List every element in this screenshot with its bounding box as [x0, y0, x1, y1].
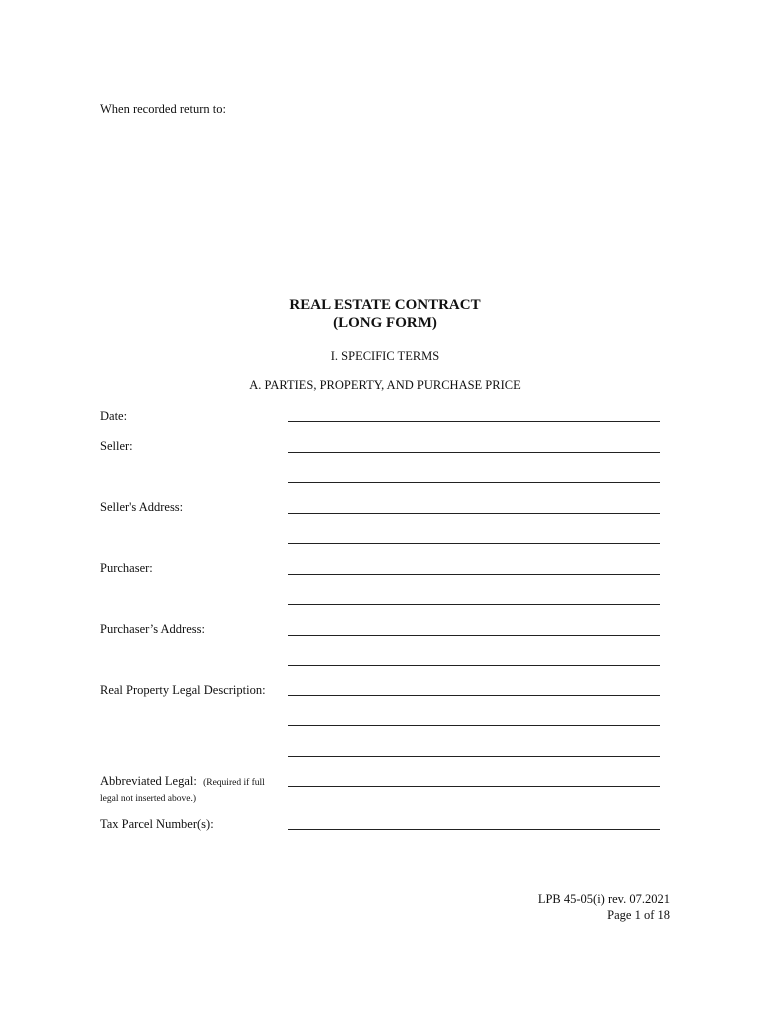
- seller-address-label: Seller's Address:: [100, 500, 184, 514]
- abbreviated-legal-note: (Required if full legal not inserted above.): [100, 778, 265, 804]
- legal-description-field-line-2[interactable]: [288, 725, 660, 726]
- return-to-label: When recorded return to:: [100, 102, 226, 116]
- form-number: LPB 45-05(i) rev. 07.2021: [537, 892, 670, 906]
- title-line-2: (LONG FORM): [333, 315, 437, 331]
- legal-description-label: Real Property Legal Description:: [100, 683, 266, 697]
- seller-label: Seller:: [100, 439, 133, 453]
- purchaser-label: Purchaser:: [100, 561, 153, 575]
- legal-description-field-line-1[interactable]: [288, 695, 660, 696]
- seller-address-field-line-1[interactable]: [288, 513, 660, 514]
- subsection-heading-parties: A. PARTIES, PROPERTY, AND PURCHASE PRICE: [249, 378, 521, 392]
- page-footer: [538, 891, 670, 923]
- purchaser-field-line-1[interactable]: [288, 574, 660, 575]
- title-line-1: REAL ESTATE CONTRACT: [289, 297, 481, 313]
- abbreviated-legal-title: Abbreviated Legal:: [100, 774, 197, 788]
- purchaser-address-field-line-1[interactable]: [288, 635, 660, 636]
- abbreviated-legal-field-line[interactable]: [288, 786, 660, 787]
- abbreviated-legal-label: [100, 774, 280, 806]
- seller-field-line-2[interactable]: [288, 482, 660, 483]
- seller-field-line-1[interactable]: [288, 452, 660, 453]
- tax-parcel-field-line[interactable]: [288, 829, 660, 830]
- section-heading-specific-terms: I. SPECIFIC TERMS: [330, 349, 440, 363]
- tax-parcel-label: Tax Parcel Number(s):: [100, 817, 214, 831]
- page-number: Page 1 of 18: [607, 908, 670, 922]
- seller-address-field-line-2[interactable]: [288, 543, 660, 544]
- document-title: [0, 296, 770, 332]
- purchaser-address-field-line-2[interactable]: [288, 665, 660, 666]
- purchaser-address-label: Purchaser’s Address:: [100, 622, 205, 636]
- legal-description-field-line-3[interactable]: [288, 756, 660, 757]
- date-field-line[interactable]: [288, 421, 660, 422]
- purchaser-field-line-2[interactable]: [288, 604, 660, 605]
- date-label: Date:: [100, 409, 128, 423]
